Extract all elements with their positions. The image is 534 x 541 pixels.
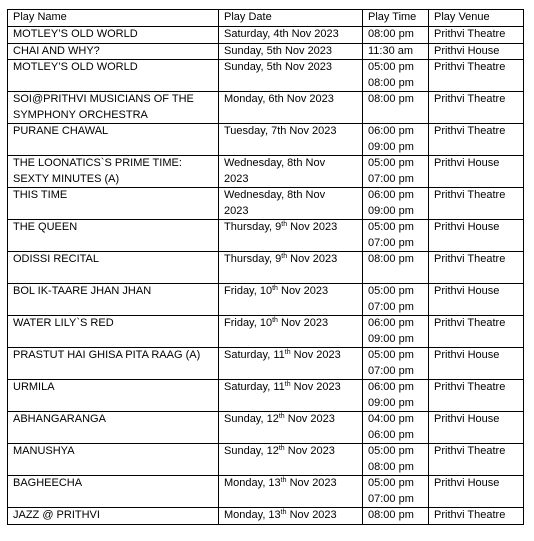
play-venue: Prithvi Theatre [434,93,506,105]
play-date-line: Wednesday, 8th Nov [224,189,326,201]
play-name: THE QUEEN [13,221,78,233]
play-date-line: 2023 [224,204,249,217]
play-time: 08:00 pm [368,28,414,40]
play-venue: Prithvi Theatre [434,61,506,73]
play-time: 05:00 pm [368,349,414,361]
play-date-month-year: Nov 2023 [287,253,338,265]
play-venue: Prithvi House [434,477,500,489]
play-venue-cell [429,252,524,284]
play-date-month-year: Nov 2023 [286,509,337,521]
play-time-cell [363,444,429,476]
table-row [8,380,524,412]
header-play-date: Play Date [219,10,363,27]
play-schedule-table [7,9,524,525]
play-date-month-year: Nov 2023 [277,285,329,297]
play-date-day: Sunday, 12 [224,413,279,425]
play-venue-cell [429,124,524,156]
play-name-cell [8,188,219,220]
play-date-day: Sunday, 12 [224,445,279,457]
play-venue: Prithvi House [434,44,500,57]
play-date-ordinal: th [280,477,287,484]
play-time: 06:00 pm [368,125,414,137]
play-name-cell [8,284,219,316]
play-name: WATER LILY`S RED [13,317,114,329]
play-venue: Prithvi House [434,221,500,233]
play-venue-cell [429,508,524,525]
play-time: 09:00 pm [368,332,414,345]
play-venue: Prithvi Theatre [434,509,506,521]
play-time: 08:00 pm [368,460,414,473]
play-date-cell [219,252,363,284]
play-venue-cell [429,380,524,412]
play-name-cell [8,444,219,476]
play-date-ordinal: th [281,221,288,228]
play-time: 09:00 pm [368,140,414,153]
play-date: Monday, 6th Nov 2023 [224,93,334,105]
play-date-month-year: Nov 2023 [284,413,335,425]
play-time-cell [363,380,429,412]
play-venue: Prithvi Theatre [434,189,506,201]
play-date-ordinal: th [284,349,291,356]
play-time-cell [363,316,429,348]
play-date-ordinal: th [278,445,285,452]
play-date-ordinal: th [272,285,278,292]
play-time-cell [363,124,429,156]
play-time: 06:00 pm [368,381,414,393]
play-date-cell [219,476,363,508]
play-date-ordinal: th [281,253,288,260]
play-venue-cell [429,188,524,220]
play-date [224,220,362,236]
play-name-cell [8,316,219,348]
play-venue-cell [429,43,524,60]
play-date [224,444,362,460]
play-time: 08:00 pm [368,76,414,89]
play-date [224,348,362,364]
play-name: JAZZ @ PRITHVI [13,509,100,521]
play-time-cell [363,27,429,44]
play-time: 08:00 pm [368,253,414,265]
header-play-name: Play Name [8,10,219,27]
play-date [224,316,362,332]
play-date: Tuesday, 7th Nov 2023 [224,125,337,137]
play-time-cell [363,348,429,380]
play-date-cell [219,316,363,348]
play-time-cell [363,220,429,252]
play-time: 07:00 pm [368,236,414,249]
play-venue: Prithvi Theatre [434,445,506,457]
play-name-cell [8,43,219,60]
table-row [8,252,524,284]
play-time: 07:00 pm [368,172,414,185]
header-row [8,10,524,27]
play-date: Sunday, 5th Nov 2023 [224,44,333,57]
header-play-time: Play Time [363,10,429,27]
play-time: 07:00 pm [368,300,414,313]
play-time: 05:00 pm [368,285,414,297]
play-date-cell [219,124,363,156]
play-name-cell [8,380,219,412]
play-date: Sunday, 5th Nov 2023 [224,61,333,73]
play-date-cell [219,27,363,44]
play-name-cell [8,156,219,188]
play-name: SOI@PRITHVI MUSICIANS OF THE SYMPHONY ORCHESTRA [13,93,194,121]
play-time: 08:00 pm [368,93,414,105]
play-time: 07:00 pm [368,492,414,505]
play-name: MOTLEY’S OLD WORLD [13,28,138,40]
play-venue-cell [429,27,524,44]
play-date-ordinal: th [272,317,278,324]
play-time: 05:00 pm [368,221,414,233]
table-row [8,124,524,156]
play-time: 06:00 pm [368,317,414,329]
table-row [8,188,524,220]
play-venue: Prithvi House [434,349,500,361]
play-date [224,476,362,492]
play-date-month-year: Nov 2023 [287,221,338,233]
play-name: MANUSHYA [13,445,75,457]
play-date-month-year: Nov 2023 [290,349,341,361]
play-venue: Prithvi Theatre [434,381,506,393]
play-name-cell [8,220,219,252]
play-time-cell [363,508,429,525]
play-venue: Prithvi Theatre [434,125,506,137]
play-date-line: Wednesday, 8th Nov [224,157,326,169]
play-date-cell [219,92,363,124]
play-date [224,412,362,428]
play-time: 11:30 am [368,44,414,57]
play-time-cell [363,412,429,444]
play-date-cell [219,156,363,188]
play-date: Saturday, 4th Nov 2023 [224,28,339,40]
play-venue: Prithvi Theatre [434,28,506,40]
play-name: BAGHEECHA [13,477,83,489]
play-venue-cell [429,444,524,476]
play-venue-cell [429,284,524,316]
play-date-cell [219,60,363,92]
table-row [8,60,524,92]
play-time-cell [363,92,429,124]
play-name: ABHANGARANGA [13,413,106,425]
play-date-day: Saturday, 11 [224,349,285,361]
table-row [8,444,524,476]
table-row [8,220,524,252]
play-venue-cell [429,220,524,252]
play-time-cell [363,188,429,220]
play-time: 05:00 pm [368,61,414,73]
play-name-cell [8,92,219,124]
play-venue: Prithvi Theatre [434,253,506,265]
play-time: 08:00 pm [368,509,414,521]
table-row [8,476,524,508]
play-venue-cell [429,316,524,348]
play-date-line: 2023 [224,172,249,185]
play-date-cell [219,444,363,476]
play-name-cell [8,252,219,284]
play-date-cell [219,220,363,252]
table-row [8,284,524,316]
play-venue: Prithvi House [434,157,500,169]
play-date-day: Thursday, 9 [224,221,282,233]
play-date-cell [219,412,363,444]
play-time: 04:00 pm [368,413,414,425]
play-name: ODISSI RECITAL [13,253,99,265]
table-row [8,412,524,444]
play-time: 06:00 pm [368,189,414,201]
play-name: CHAI AND WHY? [13,44,100,57]
header-play-venue: Play Venue [429,10,524,27]
play-time: 07:00 pm [368,364,414,377]
table-row [8,348,524,380]
play-venue-cell [429,156,524,188]
play-date [224,508,362,524]
play-venue-cell [429,60,524,92]
schedule-table-container [7,9,524,525]
play-date-day: Monday, 13 [224,509,281,521]
play-time: 05:00 pm [368,157,414,169]
play-name: THE LOONATICS`S PRIME TIME: SEXTY MINUTES (A) [13,157,182,185]
play-time-cell [363,284,429,316]
play-venue: Prithvi Theatre [434,317,506,329]
play-name-cell [8,27,219,44]
play-date-ordinal: th [280,509,287,516]
play-time: 05:00 pm [368,477,414,489]
play-date-month-year: Nov 2023 [277,317,329,329]
play-venue-cell [429,412,524,444]
play-date-month-year: Nov 2023 [284,445,335,457]
play-time: 05:00 pm [368,445,414,457]
play-name: PRASTUT HAI GHISA PITA RAAG (A) [13,349,201,361]
play-name: URMILA [13,381,55,393]
play-time-cell [363,476,429,508]
play-date-cell [219,380,363,412]
play-date-day: Saturday, 11 [224,381,285,393]
play-name: BOL IK-TAARE JHAN JHAN [13,285,152,297]
play-date-cell [219,284,363,316]
play-venue: Prithvi House [434,285,500,297]
play-date-cell [219,508,363,525]
play-name-cell [8,508,219,525]
play-date-month-year: Nov 2023 [290,381,341,393]
play-time-cell [363,156,429,188]
table-row [8,316,524,348]
play-venue-cell [429,476,524,508]
play-date-cell [219,43,363,60]
play-date-month-year: Nov 2023 [286,477,337,489]
table-row [8,92,524,124]
play-date-ordinal: th [284,381,291,388]
play-name-cell [8,124,219,156]
play-date-day: Monday, 13 [224,477,281,489]
play-name-cell [8,348,219,380]
play-name: MOTLEY’S OLD WORLD [13,61,138,73]
play-date-ordinal: th [278,413,285,420]
play-date-cell [219,188,363,220]
play-name-cell [8,476,219,508]
play-date-cell [219,348,363,380]
play-time-cell [363,252,429,284]
play-date-day: Friday, 10 [224,317,273,329]
play-time: 09:00 pm [368,396,414,409]
play-name: THIS TIME [13,189,68,201]
play-time: 06:00 pm [368,428,414,441]
play-time-cell [363,60,429,92]
play-time-cell [363,43,429,60]
table-row [8,27,524,44]
table-row [8,43,524,60]
play-date [224,284,362,300]
play-name-cell [8,60,219,92]
table-row [8,508,524,525]
play-date-day: Thursday, 9 [224,253,282,265]
play-date [224,380,362,396]
play-venue-cell [429,348,524,380]
play-venue-cell [429,92,524,124]
play-name-cell [8,412,219,444]
play-time: 09:00 pm [368,204,414,217]
play-date [224,252,362,268]
play-venue: Prithvi House [434,413,500,425]
play-name: PURANE CHAWAL [13,125,109,137]
table-row [8,156,524,188]
play-date-day: Friday, 10 [224,285,273,297]
